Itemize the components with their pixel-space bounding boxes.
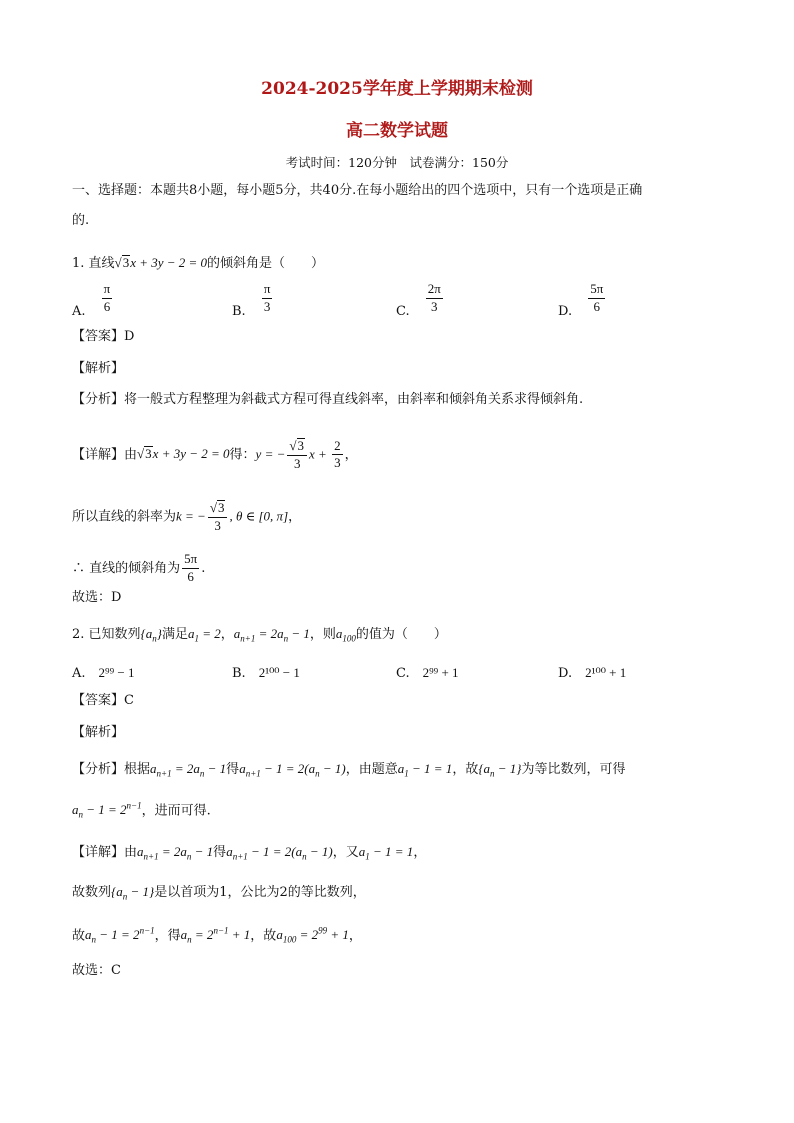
q2-stem: 2. 已知数列$\{a_n\}$满足$a_1 = 2$，$a_{n+1} = 2a_n - 1$，则$a_{100}$的值为（ ） <box>72 626 447 644</box>
q1-analysis-tag: 【解析】 <box>72 361 125 376</box>
q2-choose: 故选：C <box>72 963 121 978</box>
q2-fenxi-line2: $a_n - 1 = 2^{n-1}$，进而可得. <box>72 801 211 820</box>
q1-prefix: 1. 直线 <box>72 256 115 271</box>
q2-option-a: A. 2⁹⁹ − 1 <box>72 665 135 681</box>
q1-equation: √3x + 3y − 2 = 0 <box>114 255 208 270</box>
exam-title: 2024-2025学年度上学期期末检测 <box>261 79 533 99</box>
q1-option-d: D. $\frac{5\pi}{6}$ <box>558 281 604 319</box>
q1-suffix: 的倾斜角是（ ） <box>207 256 325 271</box>
q2-option-c: C. 2⁹⁹ + 1 <box>396 665 459 681</box>
exam-info: 考试时间：120分钟 试卷满分：150分 <box>285 155 509 170</box>
q1-choose: 故选：D <box>72 590 122 605</box>
section-heading-line1: 一、选择题：本题共8小题，每小题5分，共40分.在每小题给出的四个选项中，只有一个选项是正确 <box>72 183 643 198</box>
q1-detail-line3: ∴ 直线的倾斜角为 $\frac{5\pi}{6}$ . <box>72 551 206 584</box>
q2-option-b: B. 2¹⁰⁰ − 1 <box>232 665 300 681</box>
q2-detail-line2: 故数列$\{a_n - 1\}$是以首项为1，公比为2的等比数列， <box>72 884 366 902</box>
q1-detail-line1: 【详解】由√3x + 3y − 2 = 0得：y = − $\frac{√3}{3}$ x + $\frac{2}{3}$ ， <box>72 437 358 471</box>
q2-answer: 【答案】C <box>72 693 134 708</box>
q2-detail-line1: 【详解】由$a_{n+1} = 2a_n - 1$得$a_{n+1} - 1 = 2(a_n - 1)$，又$a_1 - 1 = 1$， <box>72 844 427 862</box>
q1-fenxi: 【分析】将一般式方程整理为斜截式方程可得直线斜率，由斜率和倾斜角关系求得倾斜角. <box>72 392 584 407</box>
q1-answer: 【答案】D <box>72 329 135 344</box>
exam-subtitle: 高二数学试题 <box>346 121 448 141</box>
q2-analysis-tag: 【解析】 <box>72 725 125 740</box>
q2-fenxi-line1: 【分析】根据$a_{n+1} = 2a_n - 1$得$a_{n+1} - 1 = 2(a_n - 1)$，由题意$a_1 - 1 = 1$，故$\{a_n - 1\}$为等比数列，可得 <box>72 761 626 779</box>
q1-option-c: C. $\frac{2\pi}{3}$ <box>396 281 441 319</box>
q1-detail-line2: 所以直线的斜率为k = − $\frac{√3}{3}$ , θ ∈ [0, π]， <box>72 500 302 533</box>
q1-option-a: A. $\frac{\pi}{6}$ <box>72 281 111 319</box>
section-heading-line2: 的. <box>72 213 90 228</box>
q1-stem <box>72 255 324 270</box>
q2-detail-line3: 故$a_n - 1 = 2^{n-1}$，得$a_n = 2^{n-1} + 1$，故$a_{100} = 2^{99} + 1$， <box>72 926 362 945</box>
q1-option-b: B. $\frac{\pi}{3}$ <box>232 281 271 319</box>
q2-option-d: D. 2¹⁰⁰ + 1 <box>558 665 627 681</box>
